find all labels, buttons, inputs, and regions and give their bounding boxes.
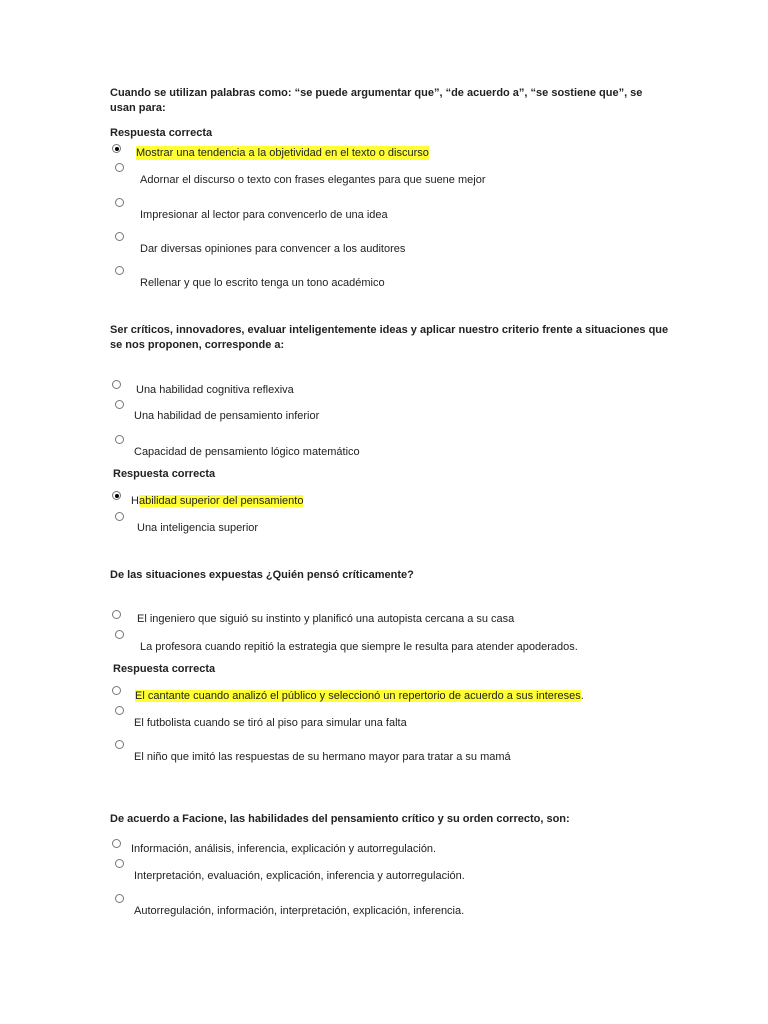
q3-option-3 <box>135 689 584 703</box>
q1-option-2: Adornar el discurso o texto con frases elegantes para que suene mejor <box>140 174 486 186</box>
q2-correct-answer-label: Respuesta correcta <box>113 468 216 480</box>
q2-radio-5[interactable] <box>115 512 124 521</box>
q2-option-4 <box>131 494 303 508</box>
q3-option-4: El futbolista cuando se tiró al piso para simular una falta <box>134 717 407 729</box>
q2-radio-3[interactable] <box>115 435 124 444</box>
q2-radio-1[interactable] <box>112 380 121 389</box>
q3-correct-answer-label: Respuesta correcta <box>113 663 216 675</box>
q1-radio-3[interactable] <box>115 198 124 207</box>
question-4-text: De acuerdo a Facione, las habilidades del pensamiento crítico y su orden correcto, son: <box>110 813 570 825</box>
question-2-text: Ser críticos, innovadores, evaluar inteligentemente ideas y aplicar nuestro criterio frente a situaciones que se nos proponen, corresponde a: <box>110 324 669 351</box>
q2-option-1: Una habilidad cognitiva reflexiva <box>136 384 294 396</box>
question-3-text: De las situaciones expuestas ¿Quién pensó críticamente? <box>110 569 414 581</box>
q4-option-2: Interpretación, evaluación, explicación, inferencia y autorregulación. <box>134 870 465 882</box>
q1-radio-1[interactable] <box>112 144 121 153</box>
q1-radio-5[interactable] <box>115 266 124 275</box>
q2-option-3: Capacidad de pensamiento lógico matemático <box>134 446 360 458</box>
q1-option-5: Rellenar y que lo escrito tenga un tono académico <box>140 277 385 289</box>
q1-option-3: Impresionar al lector para convencerlo de una idea <box>140 209 388 221</box>
q3-option-3-highlight: El cantante cuando analizó el público y seleccionó un repertorio de acuerdo a sus intereses <box>135 690 581 702</box>
q1-option-4: Dar diversas opiniones para convencer a los auditores <box>140 243 406 255</box>
q3-option-3-suffix: . <box>580 690 584 702</box>
q3-option-5: El niño que imitó las respuestas de su hermano mayor para tratar a su mamá <box>134 751 511 763</box>
q3-radio-5[interactable] <box>115 740 124 749</box>
q2-radio-2[interactable] <box>115 400 124 409</box>
q2-option-4-highlight: abilidad superior del pensamiento <box>138 495 304 507</box>
q4-radio-3[interactable] <box>115 894 124 903</box>
q2-option-4-prefix: H <box>131 495 139 507</box>
q1-option-1: Mostrar una tendencia a la objetividad en el texto o discurso <box>136 147 429 159</box>
question-1-text: Cuando se utilizan palabras como: “se puede argumentar que”, “de acuerdo a”, “se sostiene que”, se usan para: <box>110 87 643 114</box>
q3-radio-4[interactable] <box>115 706 124 715</box>
q4-option-3: Autorregulación, información, interpretación, explicación, inferencia. <box>134 905 465 917</box>
q4-radio-1[interactable] <box>112 839 121 848</box>
q1-radio-2[interactable] <box>115 163 124 172</box>
q1-correct-answer-label: Respuesta correcta <box>110 127 213 139</box>
q3-option-2: La profesora cuando repitió la estrategia que siempre le resulta para atender apoderados. <box>140 641 578 653</box>
q2-option-2: Una habilidad de pensamiento inferior <box>134 410 320 422</box>
q3-radio-2[interactable] <box>115 630 124 639</box>
q2-radio-4[interactable] <box>112 491 121 500</box>
q4-radio-2[interactable] <box>115 859 124 868</box>
q3-option-1: El ingeniero que siguió su instinto y planificó una autopista cercana a su casa <box>137 613 515 625</box>
q3-radio-1[interactable] <box>112 610 121 619</box>
q1-radio-4[interactable] <box>115 232 124 241</box>
q2-option-5: Una inteligencia superior <box>137 522 259 534</box>
q3-radio-3[interactable] <box>112 686 121 695</box>
q4-option-1: Información, análisis, inferencia, explicación y autorregulación. <box>131 843 437 855</box>
